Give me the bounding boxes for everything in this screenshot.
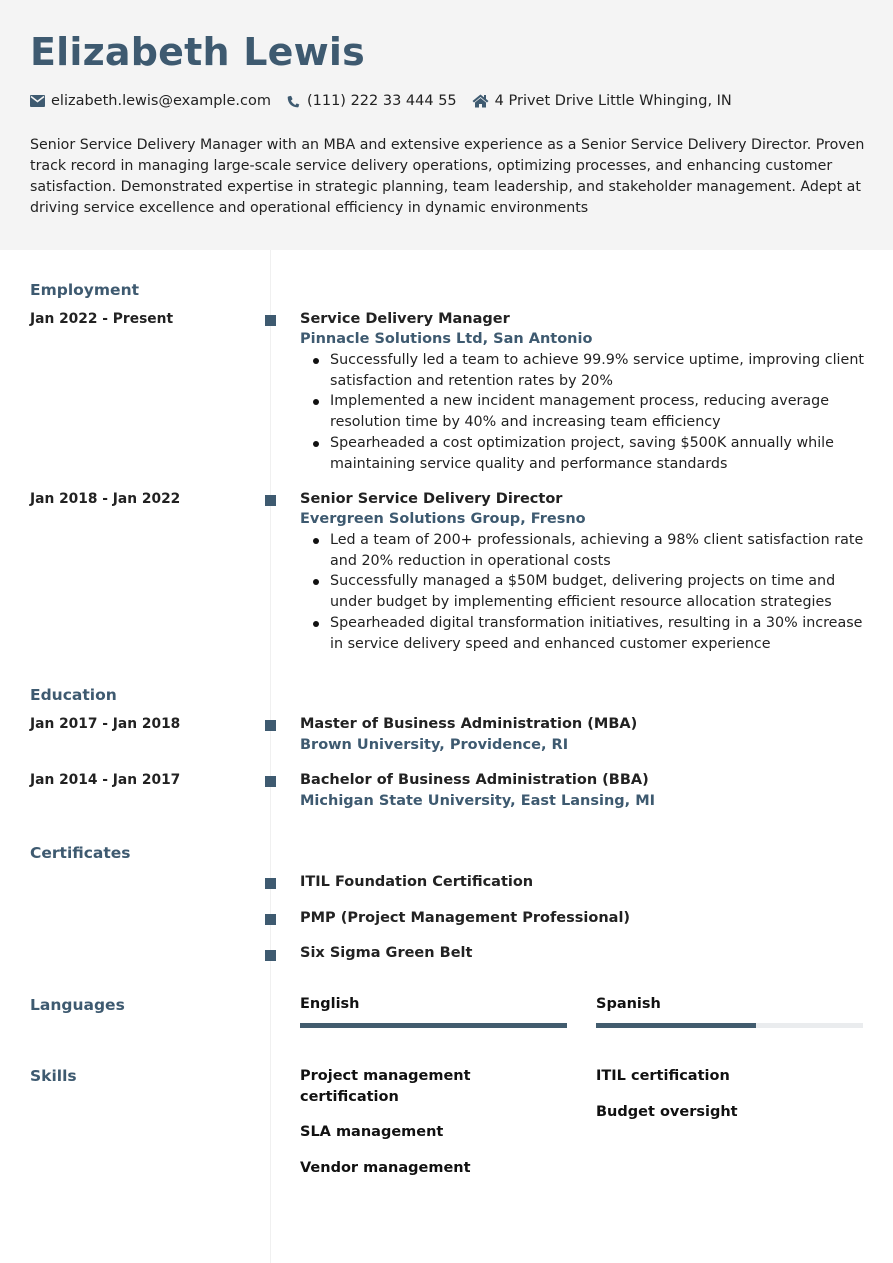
- section-title-skills: Skills: [30, 1067, 77, 1085]
- job-company: Pinnacle Solutions Ltd, San Antonio: [300, 331, 593, 347]
- timeline-marker: [265, 720, 276, 731]
- job-bullets: [300, 530, 865, 654]
- certificate-item: ITIL Foundation Certification: [300, 874, 534, 890]
- address-text: 4 Privet Drive Little Whinging, IN: [494, 93, 732, 109]
- job-company: Evergreen Solutions Group, Fresno: [300, 511, 586, 527]
- contact-address: [472, 93, 732, 109]
- education-date: Jan 2014 - Jan 2017: [30, 772, 181, 788]
- phone-text: (111) 222 33 444 55: [306, 93, 457, 109]
- contact-row: [30, 93, 747, 109]
- employment-date: Jan 2022 - Present: [30, 311, 174, 327]
- bullet-item: Led a team of 200+ professionals, achieving a 98% client satisfaction rate and 20% reduction in operational costs: [300, 530, 865, 571]
- degree-title: Bachelor of Business Administration (BBA): [300, 772, 649, 788]
- skill-item: SLA management: [300, 1124, 444, 1140]
- skill-item: Vendor management: [300, 1160, 471, 1176]
- skill-item: Budget oversight: [596, 1104, 738, 1120]
- section-title-certificates: Certificates: [30, 844, 131, 862]
- certificate-item: PMP (Project Management Professional): [300, 910, 631, 926]
- certificate-item: Six Sigma Green Belt: [300, 945, 473, 961]
- employment-date: Jan 2018 - Jan 2022: [30, 491, 181, 507]
- skill-item: Project management certification: [300, 1068, 471, 1105]
- language-name: English: [300, 996, 360, 1012]
- education-date: Jan 2017 - Jan 2018: [30, 716, 181, 732]
- language-name: Spanish: [596, 996, 661, 1012]
- candidate-name: Elizabeth Lewis: [30, 30, 365, 74]
- timeline-divider: [270, 250, 271, 1263]
- timeline-marker: [265, 878, 276, 889]
- language-level-bar: [300, 1023, 567, 1028]
- section-title-education: Education: [30, 686, 117, 704]
- job-bullets: [300, 350, 865, 474]
- timeline-marker: [265, 315, 276, 326]
- skill-item: ITIL certification: [596, 1068, 730, 1084]
- profile-summary: Senior Service Delivery Manager with an MBA and extensive experience as a Senior Service Delivery Director. Proven track record in managing large-scale service delivery operations, optimizing processes, and enhancing customer satisfaction. Demonstrated expertise in strategic planning, team leadership, and stakeholder management. Adept at driving service excellence and operational efficiency in dynamic environments: [30, 137, 865, 216]
- bullet-item: Spearheaded digital transformation initiatives, resulting in a 30% increase in service delivery speed and enhanced customer experience: [300, 613, 865, 654]
- degree-title: Master of Business Administration (MBA): [300, 716, 638, 732]
- home-icon: [472, 94, 489, 108]
- envelope-icon: [30, 95, 45, 107]
- job-title: Senior Service Delivery Director: [300, 491, 563, 507]
- job-title: Service Delivery Manager: [300, 311, 510, 327]
- timeline-marker: [265, 776, 276, 787]
- timeline-marker: [265, 495, 276, 506]
- language-level-bar: [596, 1023, 863, 1028]
- bullet-item: Successfully led a team to achieve 99.9% service uptime, improving client satisfaction and retention rates by 20%: [300, 350, 865, 391]
- section-title-languages: Languages: [30, 996, 125, 1014]
- timeline-marker: [265, 914, 276, 925]
- language-level-fill: [300, 1023, 567, 1028]
- contact-phone[interactable]: [286, 93, 457, 109]
- phone-icon: [286, 94, 301, 109]
- email-text: elizabeth.lewis@example.com: [51, 93, 271, 109]
- language-level-fill: [596, 1023, 756, 1028]
- bullet-item: Spearheaded a cost optimization project, saving $500K annually while maintaining service quality and performance standards: [300, 433, 865, 474]
- resume-header: [0, 0, 893, 250]
- bullet-item: Successfully managed a $50M budget, delivering projects on time and under budget by implementing efficient resource allocation strategies: [300, 571, 865, 612]
- bullet-item: Implemented a new incident management process, reducing average resolution time by 40% and increasing team efficiency: [300, 391, 865, 432]
- school-name: Brown University, Providence, RI: [300, 737, 569, 753]
- timeline-marker: [265, 950, 276, 961]
- section-title-employment: Employment: [30, 281, 140, 299]
- school-name: Michigan State University, East Lansing, MI: [300, 793, 656, 809]
- contact-email[interactable]: [30, 93, 271, 109]
